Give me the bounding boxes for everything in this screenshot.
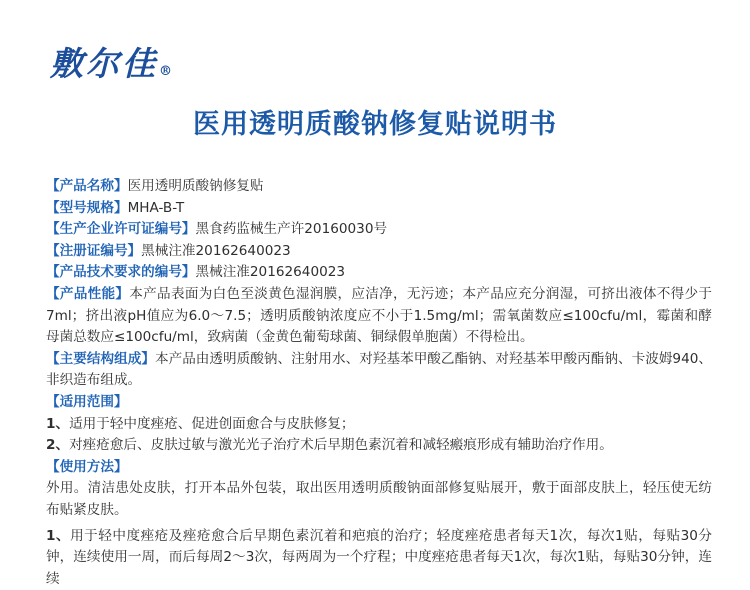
- usage-intro: 外用。清洁患处皮肤，打开本品外包装，取出医用透明质酸钠面部修复贴展开，敷于面部皮肤上，轻压使无纺布贴紧皮肤。: [46, 478, 712, 521]
- section-heading-usage: [46, 457, 712, 479]
- field-label: 【产品技术要求的编号】: [46, 264, 196, 280]
- list-number: 1、: [46, 416, 69, 432]
- list-text: 适用于轻中度痤疮、促进创面愈合与皮肤修复；: [69, 416, 354, 432]
- list-item: [46, 526, 712, 590]
- field-label: 【产品名称】: [46, 178, 128, 194]
- list-item: [46, 414, 712, 436]
- section-label: 【使用方法】: [46, 459, 128, 475]
- field-label: 【主要结构组成】: [46, 351, 155, 367]
- section-heading-scope: [46, 392, 712, 414]
- field-product-name: [46, 176, 712, 198]
- field-value: 本产品由透明质酸钠、注射用水、对羟基苯甲酸乙酯钠、对羟基苯甲酸丙酯钠、卡波姆940、非织造布组成。: [46, 351, 712, 389]
- field-value: 医用透明质酸钠修复贴: [128, 178, 264, 194]
- field-value: 黑食药监械生产许20160030号: [196, 221, 388, 237]
- field-value: 黑械注准20162640023: [141, 243, 291, 259]
- field-value: 本产品表面为白色至淡黄色湿润膜，应洁净，无污迹；本产品应充分润湿，可挤出液体不得少于7ml；挤出液pH值应为6.0～7.5；透明质酸钠浓度应不小于1.5mg/ml；需氧菌数应≤100cfu/ml，霉菌和酵母菌总数应≤100cfu/ml，致病菌（金黄色葡萄球菌、铜绿假单胞菌）不得检出。: [46, 286, 712, 345]
- list-number: 2、: [46, 437, 69, 453]
- field-label: 【型号规格】: [46, 200, 128, 216]
- field-model: [46, 198, 712, 220]
- brand-name: 敷尔佳: [50, 44, 158, 83]
- section-label: 【适用范围】: [46, 394, 128, 410]
- field-tech-requirement: [46, 262, 712, 284]
- page-title: 医用透明质酸钠修复贴说明书: [0, 108, 750, 142]
- list-text: 用于轻中度痤疮及痤疮愈合后早期色素沉着和疤痕的治疗；轻度痤疮患者每天1次，每次1贴，每贴30分钟，连续使用一周，而后每周2～3次，每两周为一个疗程；中度痤疮患者每天1次，每次1贴，每贴30分钟，连续: [46, 528, 712, 587]
- field-registration: [46, 241, 712, 263]
- list-item: [46, 435, 712, 457]
- field-value: 黑械注准20162640023: [196, 264, 346, 280]
- document-body: [46, 176, 712, 590]
- list-text: 对痤疮愈后、皮肤过敏与激光光子治疗术后早期色素沉着和减轻瘢痕形成有辅助治疗作用。: [69, 437, 613, 453]
- field-composition: [46, 349, 712, 392]
- field-performance: [46, 284, 712, 349]
- field-label: 【产品性能】: [46, 286, 129, 302]
- brand-logo: [50, 44, 175, 84]
- field-license: [46, 219, 712, 241]
- field-label: 【生产企业许可证编号】: [46, 221, 196, 237]
- field-value: MHA-B-T: [128, 200, 185, 216]
- field-label: 【注册证编号】: [46, 243, 141, 259]
- registered-mark: ®: [159, 64, 175, 79]
- list-number: 1、: [46, 528, 70, 544]
